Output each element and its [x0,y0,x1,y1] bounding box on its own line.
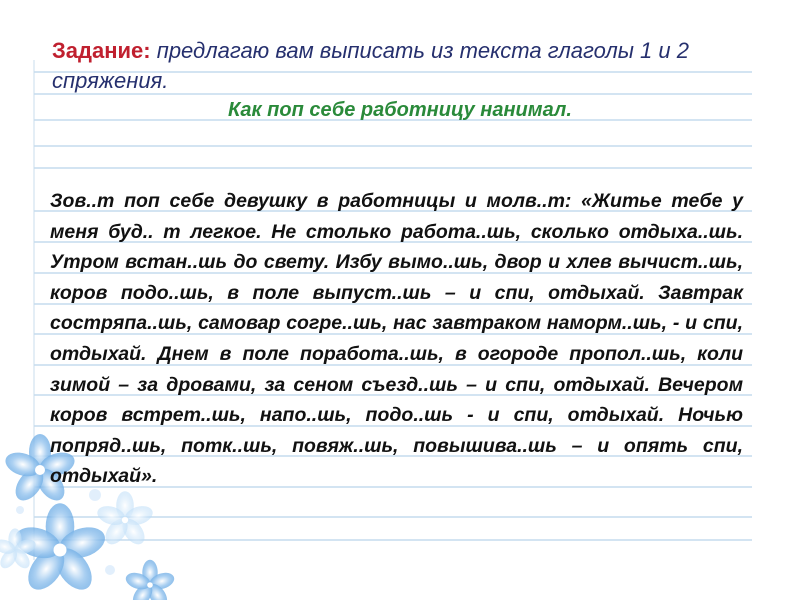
task-text [52,36,692,96]
story-text: Зов..т поп себе девушку в работницы и молв..т: «Житье тебе у меня буд.. т легкое. Не столько работа..шь, сколько отдыха..шь. Утром встан..шь до свету. Избу вымо..шь, двор и хлев вычист..шь, коров подо..шь, в поле выпуст..шь – и спи, отдыхай. Завтрак состряпа..шь, самовар согре..шь, нас завтраком наморм..шь, - и спи, отдыхай. Днем в поле поработа..шь, в огороде пропол..шь, коли зимой – за дровами, за сеном съезд..шь – и спи, отдыхай. Вечером коров встрет..шь, напо..шь, подо..шь - и спи, отдыхай. Ночью попряд..шь, потк..шь, повяж..шь, повышива..шь – и опять спи, отдыхай». [50,190,743,488]
task-label: Задание: [52,38,151,63]
task-instruction: предлагаю вам выписать из текста глаголы 1 и 2 спряжения. [52,38,689,93]
story-title: Как поп себе работницу нанимал. [228,99,572,121]
